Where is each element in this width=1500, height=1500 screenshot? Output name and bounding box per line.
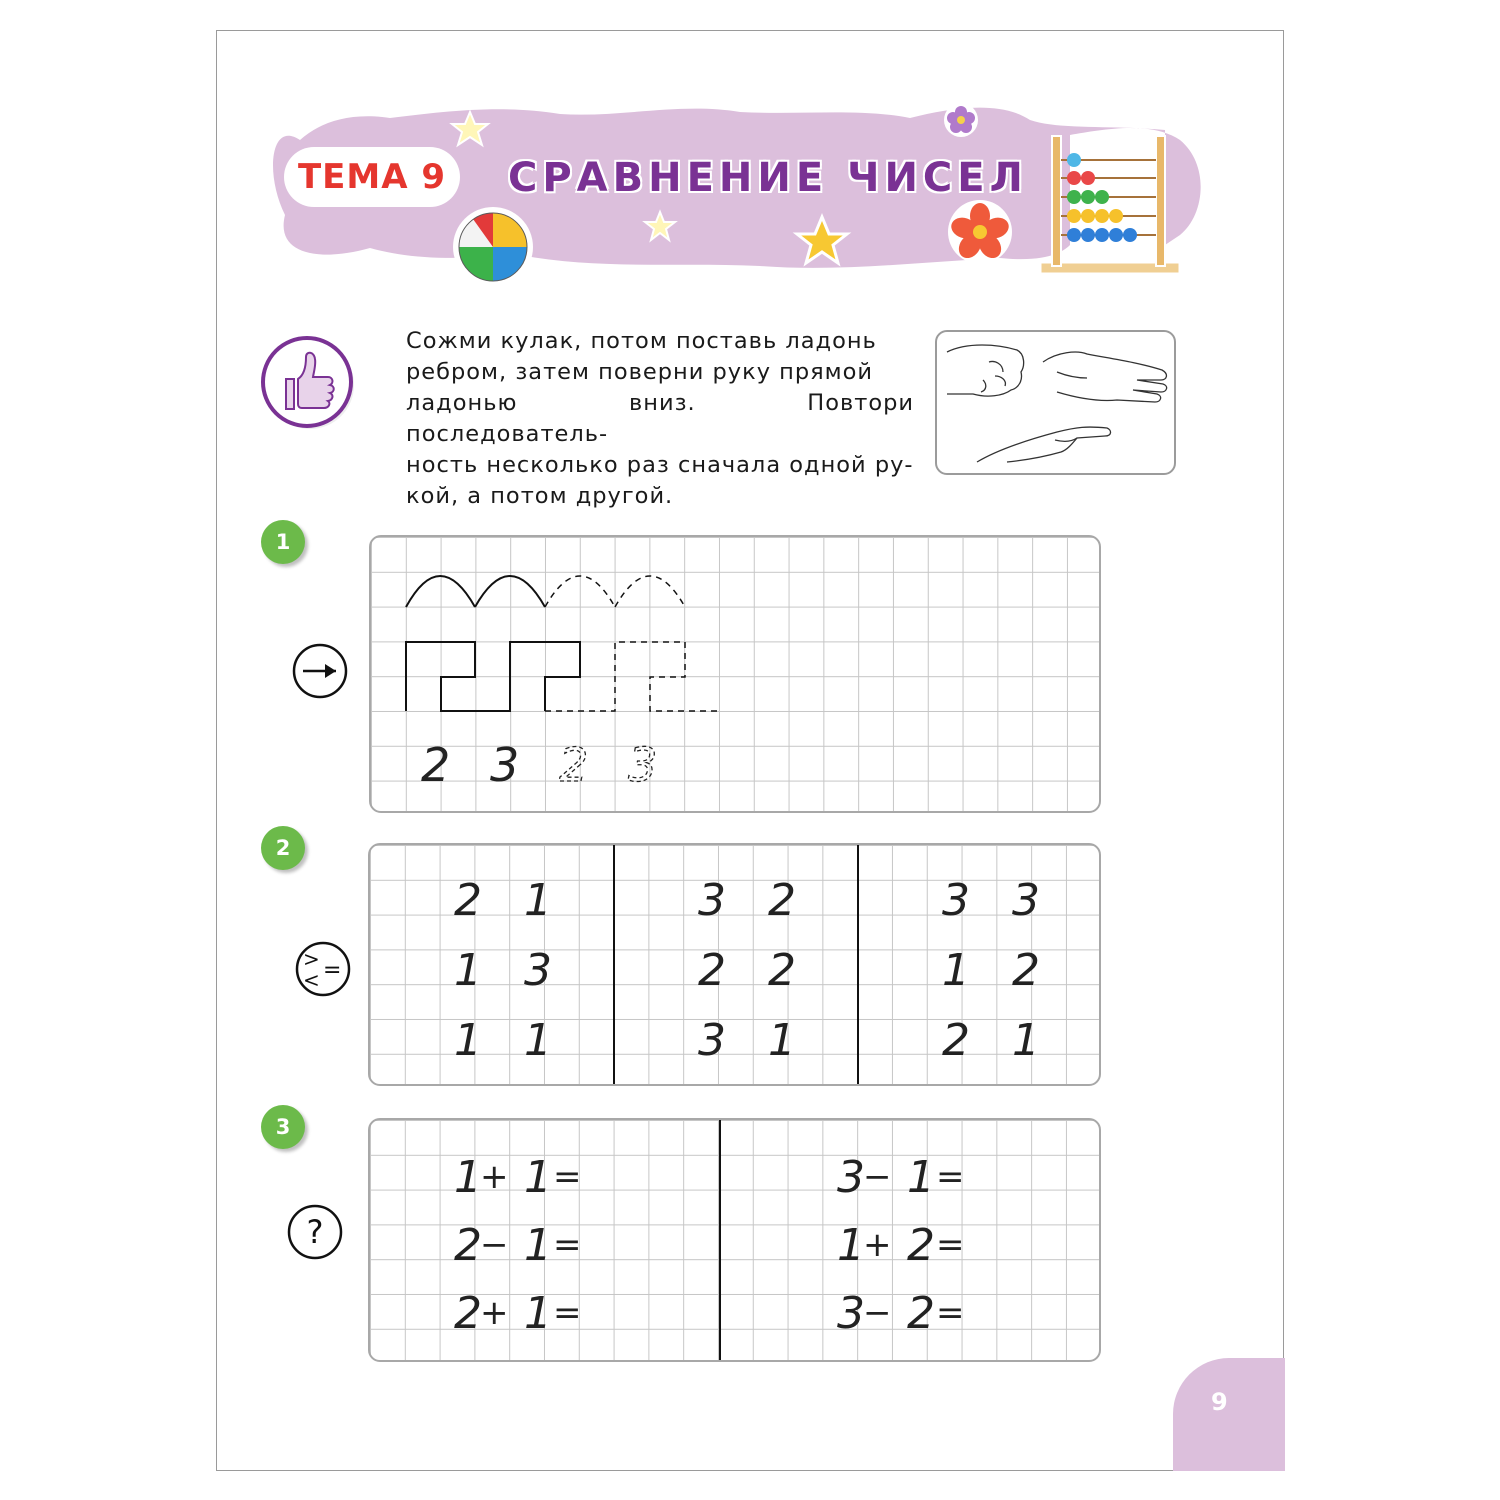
task-2-grid — [368, 843, 1101, 1086]
expression-number: 1 — [524, 1288, 552, 1339]
instruction-line: Сожми кулак, потом поставь ладонь — [406, 328, 877, 354]
svg-text:?: ? — [306, 1213, 324, 1251]
expression-number: 1 — [837, 1220, 865, 1271]
compare-number: 1 — [1012, 1015, 1040, 1066]
expression-number: 1 — [454, 1152, 482, 1203]
expression-number: 1 — [524, 1220, 552, 1271]
instruction-line: ность несколько раз сначала одной ру- — [406, 452, 914, 478]
compare-number: 2 — [1012, 945, 1040, 996]
operator-sign: − — [480, 1225, 509, 1265]
operator-sign: + — [480, 1293, 509, 1333]
svg-text:>: > — [303, 947, 320, 971]
ball-icon — [453, 207, 533, 287]
compare-number: 2 — [942, 1015, 970, 1066]
compare-number: 3 — [698, 1015, 726, 1066]
operator-sign: + — [480, 1157, 509, 1197]
equals-sign: = — [553, 1293, 582, 1333]
page-number: 9 — [1211, 1388, 1228, 1416]
expression-number: 3 — [837, 1288, 865, 1339]
expression-number: 2 — [907, 1220, 935, 1271]
digit-sample: 2 — [421, 738, 451, 792]
compare-number: 3 — [698, 875, 726, 926]
equals-sign: = — [553, 1225, 582, 1265]
thumbs-up-icon — [258, 333, 360, 435]
flower-icon — [944, 103, 978, 137]
task-number-badge: 3 — [261, 1105, 305, 1149]
operator-sign: − — [863, 1157, 892, 1197]
expression-number: 3 — [837, 1152, 865, 1203]
digit-sample: 3 — [490, 738, 520, 792]
compare-number: 1 — [454, 1015, 482, 1066]
hand-positions-illustration — [935, 330, 1176, 475]
compare-signs-icon — [294, 940, 354, 1000]
pattern-drawing — [371, 537, 1101, 813]
digit-trace: 2 — [559, 738, 589, 792]
expression-number: 2 — [454, 1288, 482, 1339]
comparison-pairs — [370, 845, 1101, 1086]
flower-icon — [948, 200, 1012, 264]
expression-number: 2 — [454, 1220, 482, 1271]
topic-number-badge: ТЕМА 9 — [284, 147, 460, 207]
instruction-line: кой, а потом другой. — [406, 483, 674, 509]
task-1-grid — [369, 535, 1101, 813]
page-number-tab — [1173, 1358, 1285, 1471]
task-3-grid — [368, 1118, 1101, 1362]
equals-sign: = — [553, 1157, 582, 1197]
digit-trace: 3 — [628, 738, 658, 792]
instruction-line: ребром, затем поверни руку прямой — [406, 359, 874, 385]
page-title: СРАВНЕНИЕ ЧИСЕЛ — [508, 155, 1028, 201]
expression-number: 1 — [907, 1152, 935, 1203]
svg-text:=: = — [323, 958, 342, 983]
compare-number: 3 — [942, 875, 970, 926]
warmup-instruction — [406, 326, 914, 512]
equals-sign: = — [936, 1293, 965, 1333]
expression-number: 2 — [907, 1288, 935, 1339]
hands-drawing — [937, 332, 1174, 473]
abacus-icon — [1040, 136, 1180, 274]
question-mark-icon — [286, 1203, 346, 1263]
compare-number: 2 — [768, 875, 796, 926]
svg-text:<: < — [303, 968, 320, 992]
compare-number: 3 — [1012, 875, 1040, 926]
equals-sign: = — [936, 1225, 965, 1265]
compare-number: 1 — [454, 945, 482, 996]
compare-number: 2 — [768, 945, 796, 996]
compare-number: 1 — [768, 1015, 796, 1066]
expression-number: 1 — [524, 1152, 552, 1203]
arrow-right-icon — [291, 642, 351, 702]
instruction-line: ладонью вниз. Повтори последователь- — [406, 390, 914, 447]
operator-sign: − — [863, 1293, 892, 1333]
compare-number: 1 — [524, 1015, 552, 1066]
compare-number: 2 — [454, 875, 482, 926]
compare-number: 1 — [942, 945, 970, 996]
task-number-badge: 1 — [261, 520, 305, 564]
compare-number: 2 — [698, 945, 726, 996]
task-number-badge: 2 — [261, 826, 305, 870]
arithmetic-expressions — [370, 1120, 1101, 1362]
compare-number: 1 — [524, 875, 552, 926]
compare-number: 3 — [524, 945, 552, 996]
operator-sign: + — [863, 1225, 892, 1265]
equals-sign: = — [936, 1157, 965, 1197]
